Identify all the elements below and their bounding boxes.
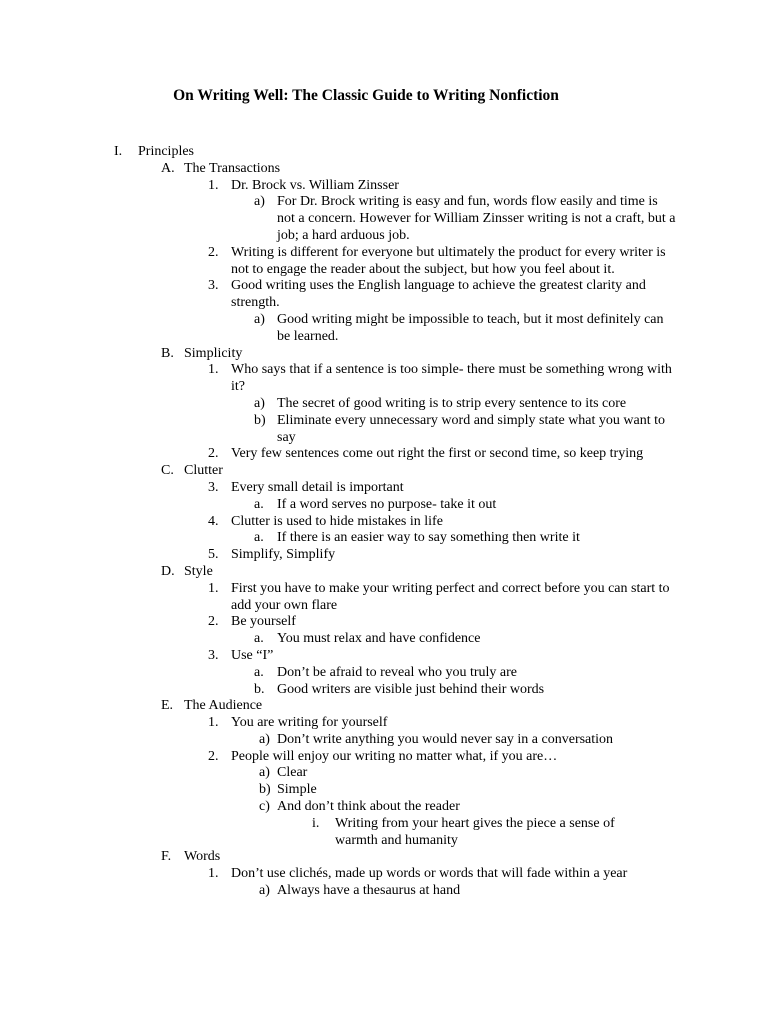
outline-point [0,581,768,615]
outline-point [0,614,768,631]
outline-text: You must relax and have confidence [277,631,481,647]
outline-subpoint [0,665,768,682]
outline-subsection [0,564,768,581]
outline-point [0,715,768,732]
outline-text: Dr. Brock vs. William Zinsser [231,177,399,193]
outline-marker: a) [259,883,270,899]
outline-marker: 2. [208,446,219,462]
outline-point [0,362,768,396]
outline-marker: I. [114,144,123,159]
outline-text: Very few sentences come out right the first or second time, so keep trying [231,446,644,462]
outline-subsection [0,346,768,363]
outline-point [0,446,768,463]
outline-point [0,749,768,766]
outline-point [0,245,768,279]
outline-text: People will enjoy our writing no matter what, if you are… [231,748,558,764]
outline-subpoint [0,782,768,799]
outline-subpoint [0,312,768,346]
outline-subpoint [0,194,768,244]
outline-text: The Audience [184,698,263,714]
outline-marker: 2. [208,244,219,260]
outline-marker: i. [312,815,320,831]
outline-subpoint [0,631,768,648]
outline-marker: a) [259,765,270,781]
outline-text: Simplicity [184,345,243,361]
outline-text: If there is an easier way to say something then write it [277,530,580,546]
outline-marker: 3. [208,278,219,294]
outline-text: Good writing might be impossible to teach, but it most definitely can be learned. [277,311,664,344]
outline-text: Principles [138,144,194,159]
outline-marker: a) [259,731,270,747]
outline-section [0,144,768,161]
outline-subpoint [0,799,768,816]
outline-text: Use “I” [231,647,274,663]
outline-subpoint [0,732,768,749]
outline-marker: a) [254,311,265,327]
outline-subsection [0,849,768,866]
outline-text: Don’t write anything you would never say in a conversation [277,731,614,747]
outline-subpoint [0,413,768,447]
outline-marker: F. [161,849,172,865]
outline-text: Good writers are visible just behind their words [277,681,545,697]
outline-subpoint [0,530,768,547]
outline-marker: 4. [208,513,219,529]
outline-marker: A. [161,160,175,176]
outline-text: Be yourself [231,614,296,630]
outline-marker: b. [254,681,265,697]
outline-list [0,144,768,900]
outline-text: For Dr. Brock writing is easy and fun, words flow easily and time is not a concern. However for William Zinsser writing is not a craft, but a job; a hard arduous job. [277,194,676,243]
outline-marker: 1. [208,362,219,378]
outline-point [0,547,768,564]
outline-subsection [0,463,768,480]
outline-point [0,866,768,883]
outline-point [0,178,768,195]
outline-text: Don’t use clichés, made up words or words that will fade within a year [231,866,628,882]
outline-marker: 3. [208,647,219,663]
outline-point [0,278,768,312]
outline-subpoint [0,883,768,900]
outline-text: Clutter [184,463,223,479]
outline-marker: 1. [208,580,219,596]
outline-point [0,514,768,531]
outline-marker: 3. [208,479,219,495]
outline-text: Words [184,849,221,865]
document-title: On Writing Well: The Classic Guide to Writing Nonfiction [173,87,559,104]
outline-text: And don’t think about the reader [277,799,460,815]
outline-text: Good writing uses the English language to achieve the greatest clarity and strength. [231,278,646,311]
outline-text: Every small detail is important [231,479,404,495]
outline-marker: b) [254,412,266,428]
outline-marker: C. [161,463,174,479]
outline-subpoint [0,765,768,782]
outline-marker: B. [161,345,174,361]
outline-marker: D. [161,563,175,579]
outline-marker: c) [259,799,270,815]
outline-point [0,480,768,497]
outline-text: Simplify, Simplify [231,547,336,563]
outline-subpoint [0,497,768,514]
outline-text: Clear [277,765,308,781]
outline-marker: 5. [208,547,219,563]
outline-detail [0,816,768,850]
outline-subsection [0,698,768,715]
outline-marker: b) [259,782,271,798]
outline-marker: a. [254,664,264,680]
outline-text: Writing from your heart gives the piece a sense of warmth and humanity [335,815,615,848]
outline-text: The secret of good writing is to strip every sentence to its core [277,395,627,411]
outline-marker: a. [254,631,264,647]
outline-marker: 2. [208,614,219,630]
outline-marker: 2. [208,748,219,764]
outline-text: Always have a thesaurus at hand [277,883,461,899]
outline-point [0,648,768,665]
outline-subsection [0,161,768,178]
outline-text: Writing is different for everyone but ultimately the product for every writer is not to engage the reader about the subject, but how you feel about it. [231,244,666,277]
outline-marker: E. [161,698,174,714]
outline-text: The Transactions [184,160,281,176]
outline-subpoint [0,396,768,413]
outline-marker: a) [254,395,265,411]
outline-marker: a) [254,194,265,210]
outline-subpoint [0,682,768,699]
outline-marker: 1. [208,866,219,882]
outline-text: Don’t be afraid to reveal who you truly are [277,664,517,680]
outline-text: You are writing for yourself [231,715,388,731]
outline-text: If a word serves no purpose- take it out [277,496,497,512]
outline-text: Who says that if a sentence is too simple- there must be something wrong with it? [231,362,672,395]
outline-text: Clutter is used to hide mistakes in life [231,513,443,529]
outline-text: First you have to make your writing perfect and correct before you can start to add your own flare [231,580,670,613]
outline-marker: 1. [208,715,219,731]
outline-text: Style [184,563,213,579]
outline-marker: 1. [208,177,219,193]
outline-text: Eliminate every unnecessary word and simply state what you want to say [277,412,666,445]
outline-marker: a. [254,496,264,512]
outline-text: Simple [277,782,317,798]
outline-marker: a. [254,530,264,546]
